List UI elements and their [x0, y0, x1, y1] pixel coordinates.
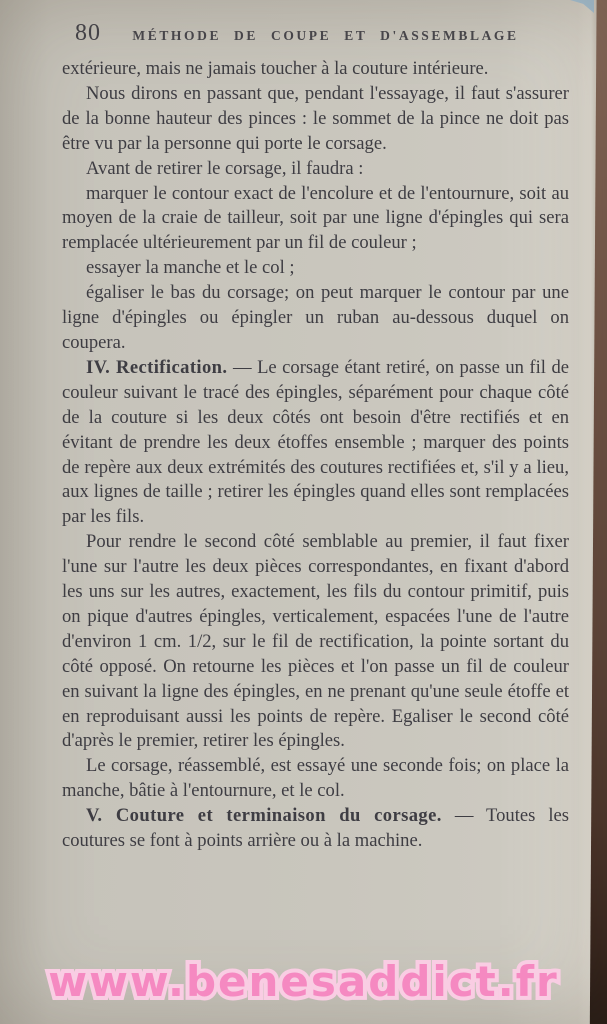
running-title: MÉTHODE DE COUPE ET D'ASSEMBLAGE: [132, 28, 519, 43]
paragraph-text: égaliser le bas du corsage; on peut marquer le contour par une ligne d'épingles ou épingler un ruban au-dessous duquel on coupera.: [62, 282, 569, 353]
paragraph: [62, 182, 569, 257]
paragraph-text: extérieure, mais ne jamais toucher à la couture intérieure.: [62, 58, 489, 79]
paragraph-text: Le corsage, réassemblé, est essayé une seconde fois; on place la manche, bâtie à l'entournure, et le col.: [62, 755, 569, 802]
paragraph: [62, 256, 569, 281]
paragraph-text: Avant de retirer le corsage, il faudra :: [86, 157, 364, 179]
paragraph-text: essayer la manche et le col ;: [86, 257, 295, 279]
paragraph-text: Pour rendre le second côté semblable au premier, il faut fixer l'une sur l'autre les deux pièces correspondantes, en fixant d'abord les uns sur les autres, exactement, les fils du contour primitif, puis on pique d'autres épingles, verticalement, espacées l'une de l'autre d'environ 1 cm. 1/2, sur le fil de rectification, la pointe sortant du côté opposé. On retourne les pièces et l'on passe un fil de couleur en suivant la ligne des épingles, en ne prenant qu'une seule étoffe et en reproduisant aussi les points de repère. Egaliser le second côté d'après le premier, retirer les épingles.: [62, 531, 569, 752]
page-number: 80: [75, 20, 101, 46]
paragraph: [62, 157, 569, 182]
section-heading: V. Couture et terminaison du corsage.: [86, 805, 442, 827]
paragraph: [62, 356, 569, 530]
paragraph-text: — Le corsage étant retiré, on passe un fil de couleur suivant le tracé des épingles, séparément pour chaque côté de la couture si les deux côtés ont besoin d'être rectifiés et en évitant de prendre les deux étoffes ensemble ; marquer des points de repère aux deux extrémités des coutures rectifiées et, s'il y a lieu, aux lignes de taille ; retirer les épingles quand elles sont remplacées par les fils.: [62, 356, 569, 528]
paragraph-text: — Toutes les coutures se font à points arrière ou à la machine.: [62, 805, 569, 852]
page-body: [62, 57, 569, 854]
paragraph: [62, 82, 569, 157]
paragraph: [62, 281, 569, 356]
paragraph-text: marquer le contour exact de l'encolure et de l'entournure, soit au moyen de la craie de tailleur, soit par une ligne d'épingles qui sera remplacée ultérieurement par un fil de couleur ;: [62, 182, 569, 254]
watermark: www.benesaddict.fr www.benesaddict.fr: [48, 957, 558, 1006]
paragraph: [62, 530, 569, 754]
paragraph: [62, 754, 569, 804]
paragraph-text: Nous dirons en passant que, pendant l'essayage, il faut s'assurer de la bonne hauteur des pinces : le sommet de la pince ne doit pas être vu par la personne qui porte le corsage.: [62, 82, 569, 154]
page-header: [62, 20, 568, 47]
paragraph: [62, 57, 569, 82]
section-heading: IV. Rectification.: [86, 356, 228, 378]
paragraph: [62, 804, 569, 854]
